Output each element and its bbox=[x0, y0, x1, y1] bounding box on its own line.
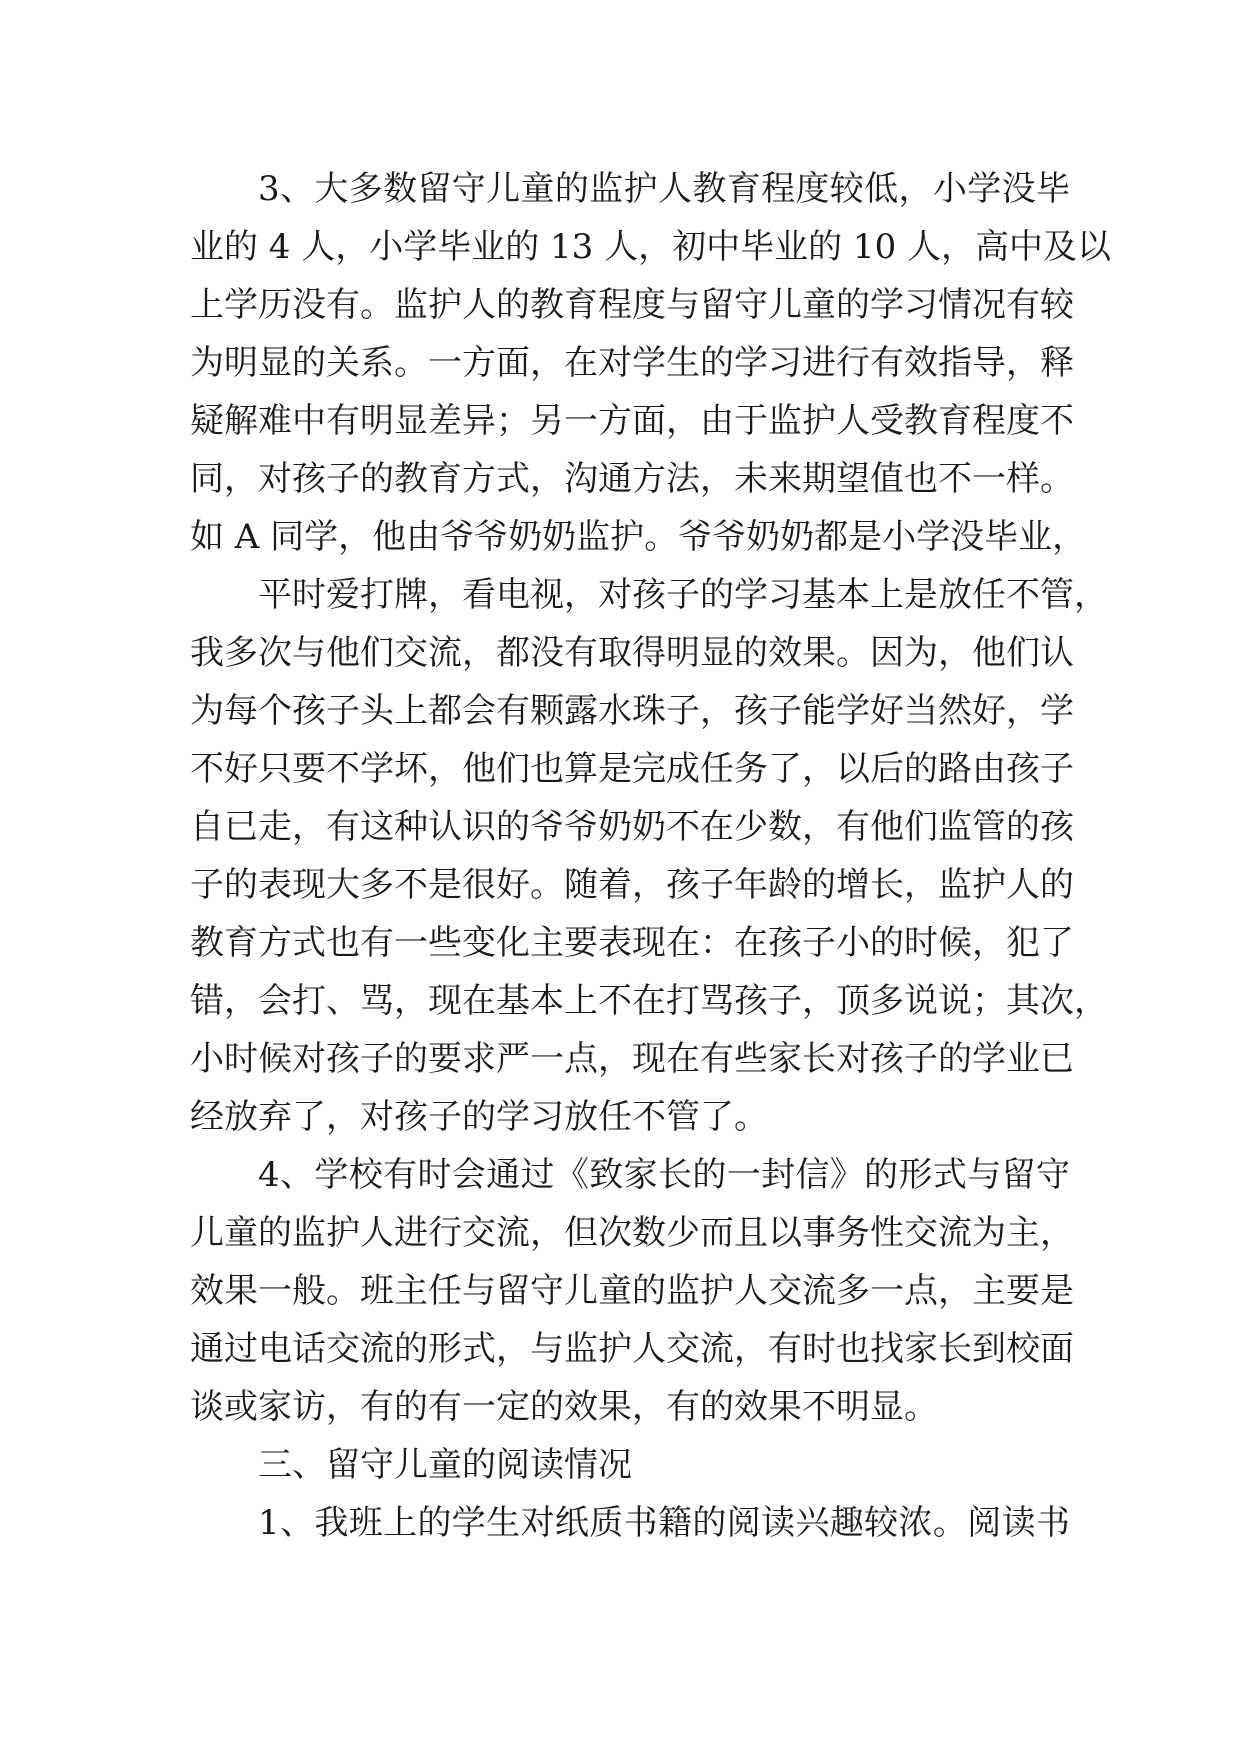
paragraph-continued-line-9: 小时候对孩子的要求严一点，现在有些家长对孩子的学业已 bbox=[190, 1039, 1074, 1079]
paragraph-3-line-6: 同，对孩子的教育方式，沟通方法，未来期望值也不一样。 bbox=[190, 459, 1074, 499]
paragraph-3-line-1: 3、大多数留守儿童的监护人教育程度较低，小学没毕 bbox=[258, 169, 1070, 209]
paragraph-3-line-2: 业的 4 人，小学毕业的 13 人，初中毕业的 10 人，高中及以 bbox=[190, 227, 1112, 267]
paragraph-3-line-7: 如 A 同学，他由爷爷奶奶监护。爷爷奶奶都是小学没毕业， bbox=[190, 517, 1087, 557]
paragraph-3-line-3: 上学历没有。监护人的教育程度与留守儿童的学习情况有较 bbox=[190, 285, 1074, 325]
paragraph-continued-line-3: 为每个孩子头上都会有颗露水珠子，孩子能学好当然好，学 bbox=[190, 691, 1074, 731]
paragraph-4-line-2: 儿童的监护人进行交流，但次数少而且以事务性交流为主， bbox=[190, 1213, 1074, 1253]
paragraph-continued-line-8: 错，会打、骂，现在基本上不在打骂孩子，顶多说说；其次， bbox=[190, 981, 1108, 1021]
paragraph-4-line-3: 效果一般。班主任与留守儿童的监护人交流多一点，主要是 bbox=[190, 1271, 1074, 1311]
paragraph-continued-line-2: 我多次与他们交流，都没有取得明显的效果。因为，他们认 bbox=[190, 633, 1074, 673]
paragraph-continued-line-4: 不好只要不学坏，他们也算是完成任务了，以后的路由孩子 bbox=[190, 749, 1074, 789]
paragraph-4-line-1: 4、学校有时会通过《致家长的一封信》的形式与留守 bbox=[258, 1155, 1070, 1195]
paragraph-4-line-5: 谈或家访，有的有一定的效果，有的效果不明显。 bbox=[190, 1387, 938, 1427]
paragraph-continued-line-5: 自已走，有这种认识的爷爷奶奶不在少数，有他们监管的孩 bbox=[190, 807, 1074, 847]
section-heading-reading: 三、留守儿童的阅读情况 bbox=[258, 1445, 632, 1485]
paragraph-4-line-4: 通过电话交流的形式，与监护人交流，有时也找家长到校面 bbox=[190, 1329, 1074, 1369]
paragraph-reading-1-line-1: 1、我班上的学生对纸质书籍的阅读兴趣较浓。阅读书 bbox=[258, 1503, 1070, 1543]
paragraph-3-line-5: 疑解难中有明显差异；另一方面，由于监护人受教育程度不 bbox=[190, 401, 1074, 441]
paragraph-continued-line-7: 教育方式也有一些变化主要表现在：在孩子小的时候，犯了 bbox=[190, 923, 1074, 963]
paragraph-continued-line-10: 经放弃了，对孩子的学习放任不管了。 bbox=[190, 1097, 768, 1137]
paragraph-3-line-4: 为明显的关系。一方面，在对学生的学习进行有效指导，释 bbox=[190, 343, 1074, 383]
paragraph-continued-line-6: 子的表现大多不是很好。随着，孩子年龄的增长，监护人的 bbox=[190, 865, 1074, 905]
document-body bbox=[190, 160, 1112, 1552]
paragraph-continued-line-1: 平时爱打牌，看电视，对孩子的学习基本上是放任不管， bbox=[258, 575, 1108, 615]
